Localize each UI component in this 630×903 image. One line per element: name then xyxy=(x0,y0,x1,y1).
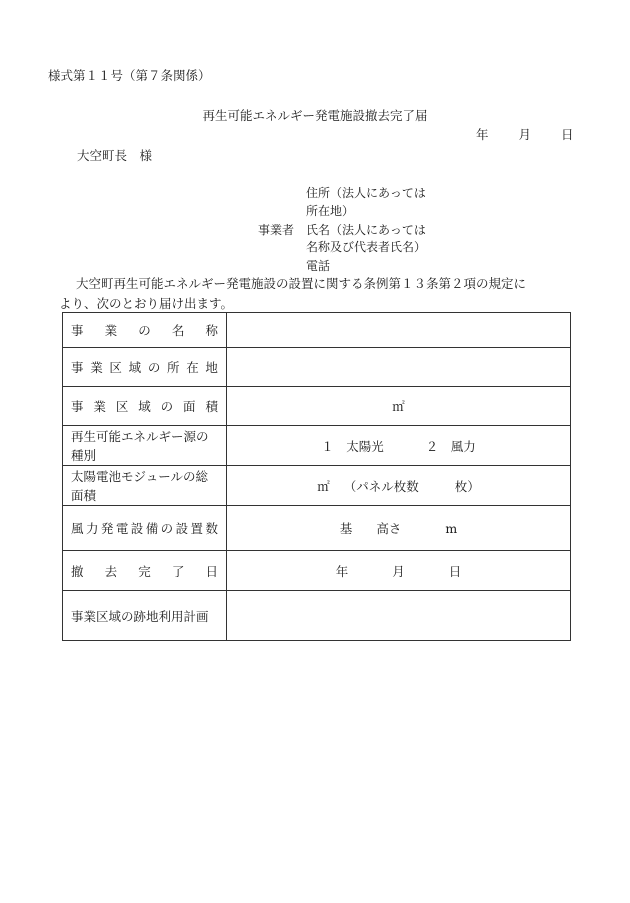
table-row-wind-count xyxy=(63,506,571,551)
label-land-use-plan: 事業区域の跡地利用計画 xyxy=(71,608,209,624)
field-completion-date[interactable] xyxy=(227,551,571,591)
label-energy-type-2: 種別 xyxy=(71,447,97,463)
completion-day: 日 xyxy=(448,563,462,579)
submission-date xyxy=(476,125,574,143)
report-table xyxy=(62,312,571,641)
table-row-area xyxy=(63,387,571,426)
label-panel-area-1: 太陽電池モジュールの総 xyxy=(71,468,209,484)
panel-count-label: （パネル枚数 xyxy=(343,478,419,494)
document-title: 再生可能エネルギー発電施設撤去完了届 xyxy=(202,108,428,123)
label-completion-date: 撤 去 完 了 日 xyxy=(71,563,218,579)
addressee: 大空町長 様 xyxy=(77,148,153,163)
declaration-line-1: 大空町再生可能エネルギー発電施設の設置に関する条例第１３条第２項の規定に xyxy=(76,276,527,291)
panel-area-unit: ㎡ xyxy=(317,478,330,494)
date-year: 年 xyxy=(476,127,489,142)
area-unit: ㎡ xyxy=(392,399,405,414)
address-line-1: 住所（法人にあっては xyxy=(306,186,426,200)
label-project-name: 事 業 の 名 称 xyxy=(71,323,218,338)
label-wind-count: 風 力 発 電 設 備 の 設 置 数 xyxy=(71,521,218,536)
field-energy-type[interactable] xyxy=(227,426,571,466)
table-row-panel-area xyxy=(63,466,571,506)
table-row-project-name xyxy=(63,313,571,348)
wind-count-unit: 基 xyxy=(339,521,353,536)
table-row-completion-date xyxy=(63,551,571,591)
field-land-use-plan[interactable] xyxy=(227,591,571,641)
option-wind[interactable]: ２ 風力 xyxy=(425,438,476,454)
completion-year: 年 xyxy=(335,563,349,579)
name-line-1: 氏名（法人にあっては xyxy=(306,223,426,237)
panel-count-unit: 枚） xyxy=(454,478,480,494)
wind-height-label: 高さ xyxy=(376,521,402,536)
phone-label: 電話 xyxy=(306,259,331,273)
applicant-label: 事業者 xyxy=(258,223,295,237)
field-panel-area[interactable] xyxy=(227,466,571,506)
field-area[interactable] xyxy=(227,387,571,426)
declaration-line-2: より、次のとおり届け出ます。 xyxy=(59,296,234,311)
option-solar[interactable]: １ 太陽光 xyxy=(321,438,384,454)
field-project-name[interactable] xyxy=(227,313,571,348)
table-row-energy-type xyxy=(63,426,571,466)
table-row-location xyxy=(63,348,571,387)
date-day: 日 xyxy=(561,127,574,142)
form-number: 様式第１１号（第７条関係） xyxy=(48,68,211,83)
label-panel-area-2: 面積 xyxy=(71,487,97,503)
completion-month: 月 xyxy=(392,563,405,579)
field-location[interactable] xyxy=(227,348,571,387)
label-area: 事 業 区 域 の 面 積 xyxy=(71,399,218,414)
table-row-land-use-plan xyxy=(63,591,571,641)
name-line-2: 名称及び代表者氏名） xyxy=(306,240,427,254)
wind-height-unit: m xyxy=(445,521,458,536)
address-line-2: 所在地） xyxy=(306,204,355,218)
field-wind-count[interactable] xyxy=(227,506,571,551)
label-location: 事 業 区 域 の 所 在 地 xyxy=(71,360,218,375)
declaration-text xyxy=(59,274,563,314)
label-energy-type-1: 再生可能エネルギー源の xyxy=(71,428,209,444)
date-month: 月 xyxy=(518,127,532,142)
